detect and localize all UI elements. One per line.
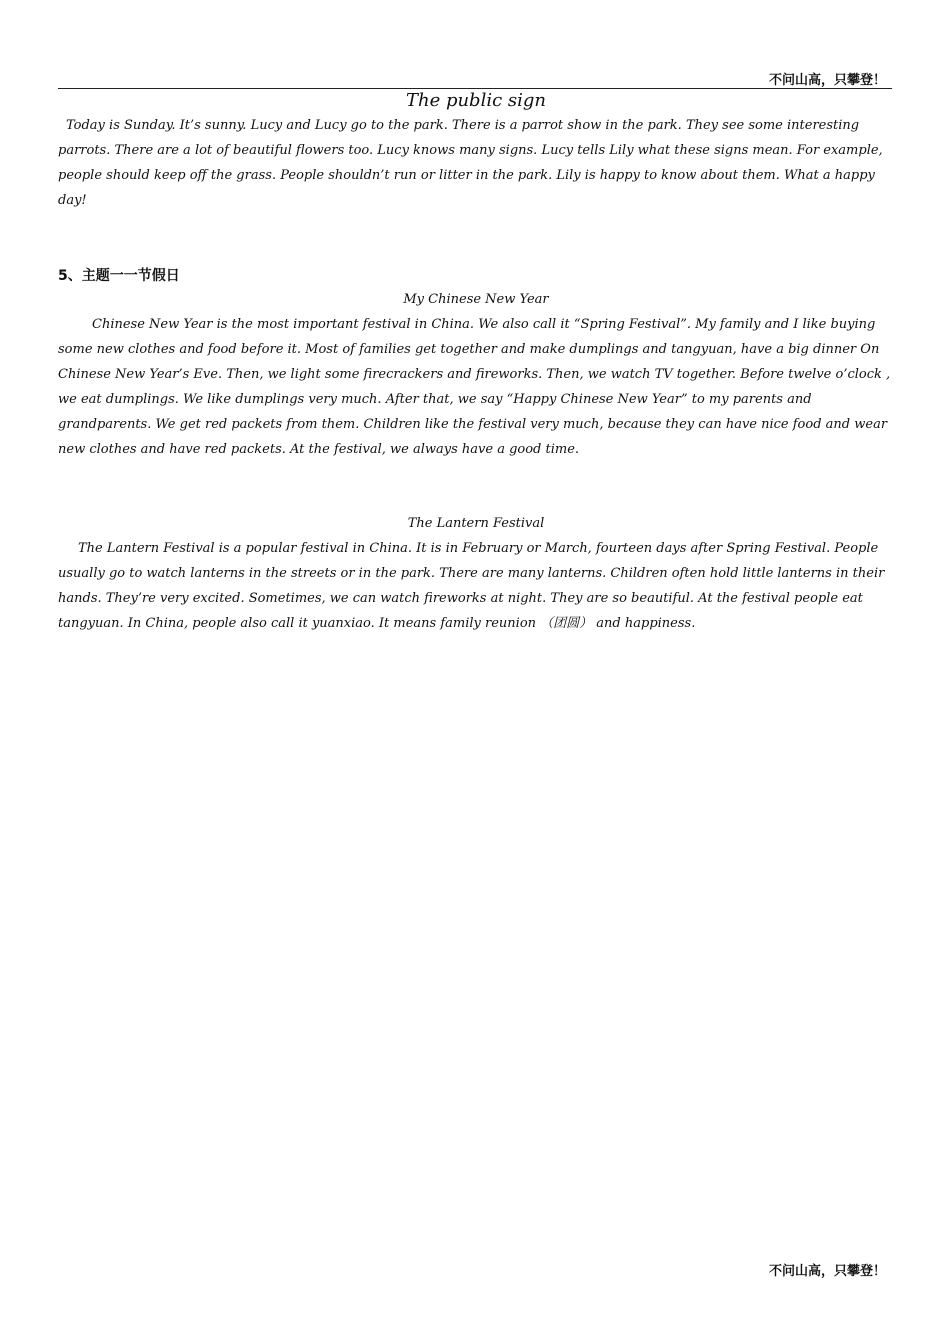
holidays-section-heading: 5、主题一一节假日 (58, 268, 180, 284)
chinese-new-year-title: My Chinese New Year (403, 292, 549, 307)
public-sign-paragraph: Today is Sunday. It’s sunny. Lucy and Lucy go to the park. There is a parrot show in the park. They see some interesting parrots. There are a lot of beautiful flowers too. Lucy knows many signs. Lucy tells Lily what these signs mean. For example, people should keep off the grass. People shouldn’t run or litter in the park. Lily is happy to know about them. What a happy day! (58, 118, 883, 208)
document-body (58, 89, 894, 636)
lantern-festival-title: The Lantern Festival (407, 516, 545, 531)
article-spacer (58, 462, 894, 511)
footer-motto: 不问山高，只攀登！ (768, 1264, 886, 1279)
header-motto: 不问山高，只攀登！ (768, 73, 886, 88)
lantern-festival-paragraph: The Lantern Festival is a popular festival in China. It is in February or March, fourteen days after Spring Festival. People usually go to watch lanterns in the streets or in the park. There are many lanterns. Children often hold little lanterns in their hands. They’re very excited. Sometimes, we can watch fireworks at night. They are so beautiful. At the festival people eat tangyuan. In China, people also call it yuanxiao. It means family reunion （团圆） and happiness. (58, 541, 885, 631)
chinese-new-year-paragraph: Chinese New Year is the most important festival in China. We also call it “Spring Festival”. My family and I like buying some new clothes and food before it. Most of families get together and make dumplings and tangyuan, have a big dinner On Chinese New Year’s Eve. Then, we light some firecrackers and fireworks. Then, we watch TV together. Before twelve o’clock , we eat dumplings. We like dumplings very much. After that, we say “Happy Chinese New Year” to my parents and grandparents. We get red packets from them. Children like the festival very much, because they can have nice food and wear new clothes and have red packets. At the festival, we always have a good time. (58, 317, 891, 457)
public-sign-title: The public sign (405, 90, 547, 111)
